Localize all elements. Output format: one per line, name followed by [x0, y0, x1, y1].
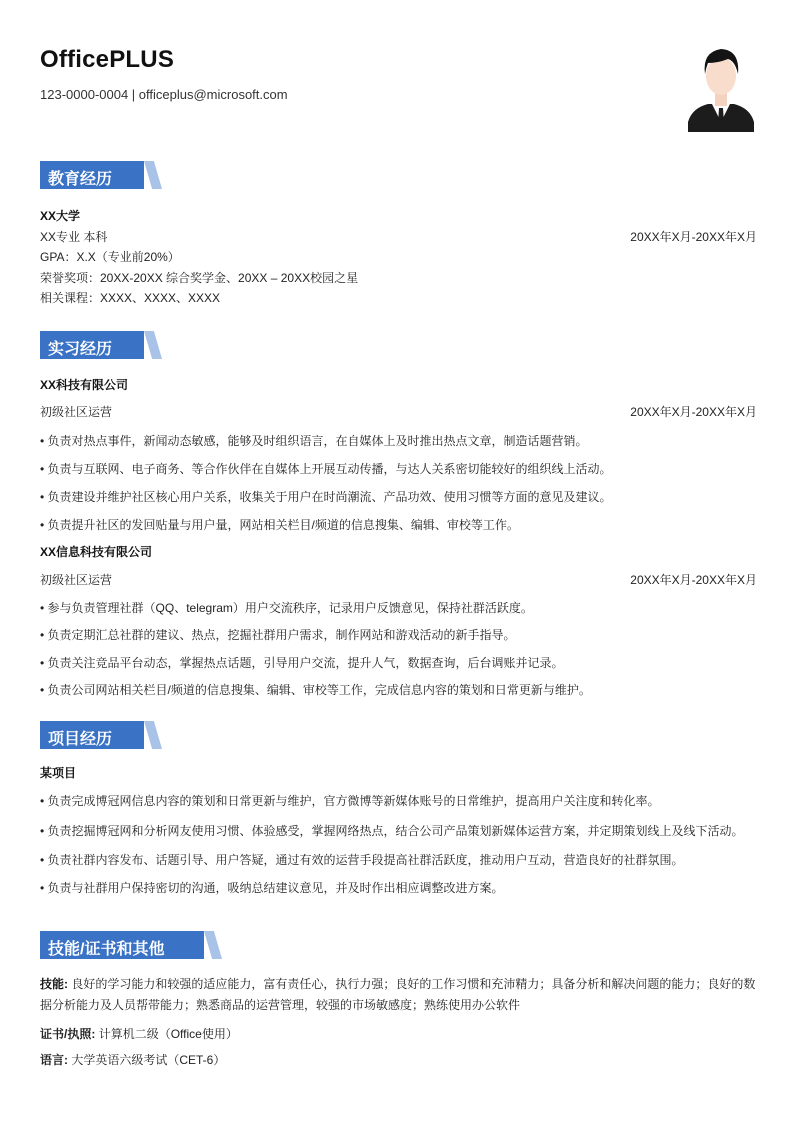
company-name: XX信息科技有限公司 — [40, 545, 153, 559]
project-bullet: • 负责挖掘博冠网和分析网友使用习惯、体验感受，掌握网络热点，结合公司产品策划新媒体运营方案，并定期策划线上及线下活动。 — [40, 824, 744, 838]
job-bullet: • 负责与互联网、电子商务、等合作伙伴在自媒体上开展互动传播，与达人关系密切能较好的组织线上活动。 — [40, 462, 612, 476]
job-bullet: • 负责对热点事件，新闻动态敏感，能够及时组织语言，在自媒体上及时推出热点文章，制造话题营销。 — [40, 434, 588, 448]
school-name: XX大学 — [40, 209, 81, 223]
project-name: 某项目 — [40, 766, 77, 780]
education-date: 20XX年X月-20XX年X月 — [630, 230, 757, 244]
honors: 荣誉奖项：20XX-20XX 综合奖学金、20XX – 20XX校园之星 — [40, 271, 359, 285]
section-header-project: 项目经历 — [40, 721, 160, 749]
certificates: 证书/执照: 计算机二级（Office使用） — [40, 1027, 238, 1041]
company-name: XX科技有限公司 — [40, 378, 129, 392]
job-bullet: • 负责定期汇总社群的建议、热点，挖掘社群用户需求，制作网站和游戏活动的新手指导。 — [40, 628, 516, 642]
gpa: GPA：X.X（专业前20%） — [40, 250, 180, 264]
job-bullet: • 负责公司网站相关栏目/频道的信息搜集、编辑、审校等工作，完成信息内容的策划和日常更新与维护。 — [40, 683, 591, 697]
project-bullet: • 负责社群内容发布、话题引导、用户答疑，通过有效的运营手段提高社群活跃度，推动用户互动，营造良好的社群氛围。 — [40, 853, 684, 867]
skills-text: 技能: 良好的学习能力和较强的适应能力，富有责任心，执行力强；良好的工作习惯和充沛精力；具备分析和解决问题的能力；良好的数据分析能力及人员帮带能力；熟悉商品的运营管理，较强的市场敏感度；熟练使用办公软件 — [40, 977, 756, 1012]
major: XX专业 本科 — [40, 230, 108, 244]
languages: 语言: 大学英语六级考试（CET-6） — [40, 1053, 226, 1067]
courses: 相关课程：XXXX、XXXX、XXXX — [40, 291, 221, 305]
person-avatar-icon — [688, 44, 754, 132]
job-date: 20XX年X月-20XX年X月 — [630, 573, 757, 587]
job-date: 20XX年X月-20XX年X月 — [630, 405, 757, 419]
section-header-internship: 实习经历 — [40, 331, 160, 359]
contact-info: 123-0000-0004 | officeplus@microsoft.com — [40, 87, 288, 102]
job-bullet: • 负责关注竞品平台动态，掌握热点话题，引导用户交流，提升人气，数据查询，后台调账并记录。 — [40, 656, 564, 670]
section-header-education: 教育经历 — [40, 161, 160, 189]
section-header-skills: 技能/证书和其他 — [40, 931, 160, 959]
job-role: 初级社区运营 — [40, 573, 113, 587]
project-bullet: • 负责与社群用户保持密切的沟通，吸纳总结建议意见，并及时作出相应调整改进方案。 — [40, 881, 504, 895]
project-bullet: • 负责完成博冠网信息内容的策划和日常更新与维护，官方微博等新媒体账号的日常维护，提高用户关注度和转化率。 — [40, 794, 660, 808]
job-role: 初级社区运营 — [40, 405, 113, 419]
resume-name: OfficePLUS — [40, 46, 175, 73]
job-bullet: • 负责建设并维护社区核心用户关系，收集关于用户在时尚潮流、产品功效、使用习惯等方面的意见及建议。 — [40, 490, 612, 504]
job-bullet: • 参与负责管理社群（QQ、telegram）用户交流秩序，记录用户反馈意见，保持社群活跃度。 — [40, 601, 533, 615]
job-bullet: • 负责提升社区的发回贴量与用户量，网站相关栏目/频道的信息搜集、编辑、审校等工作。 — [40, 518, 519, 532]
